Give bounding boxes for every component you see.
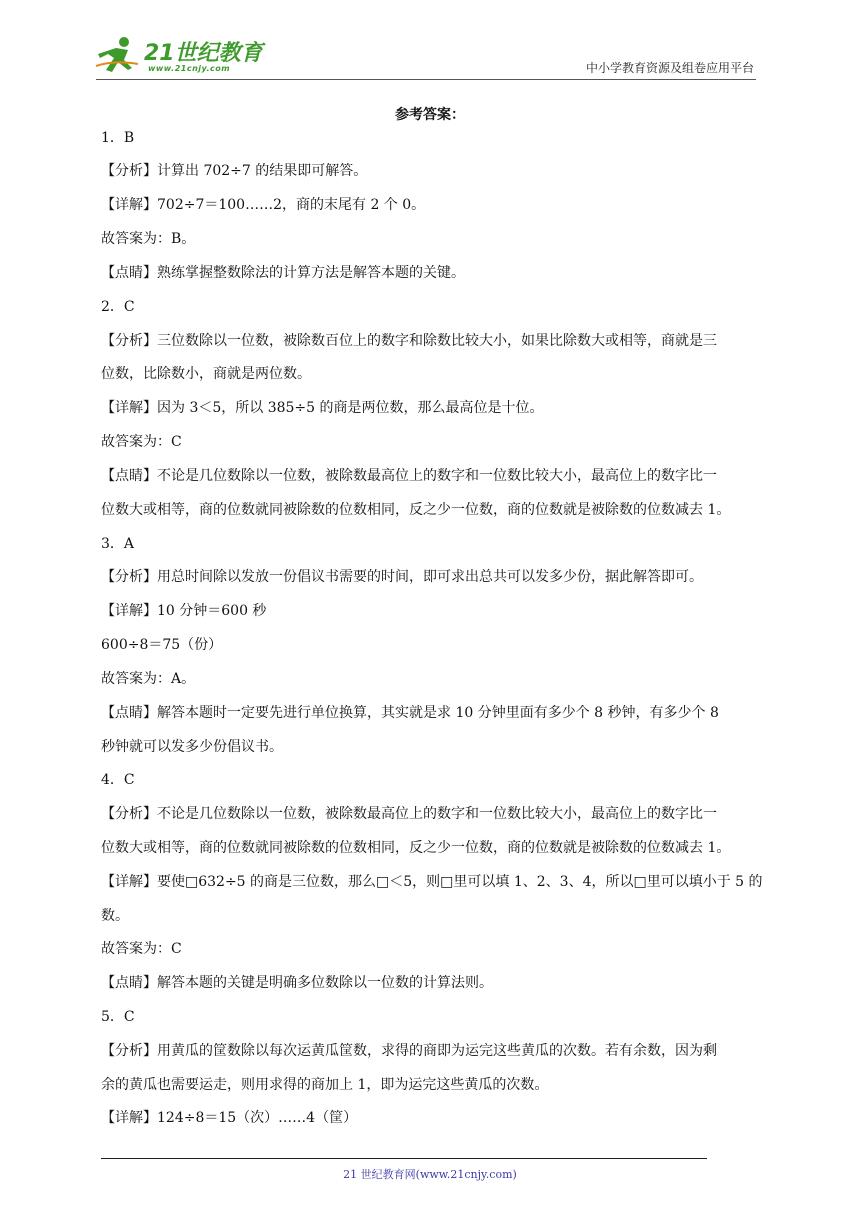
footer-link[interactable]: 21 世纪教育网(www.21cnjy.com) <box>343 1168 517 1181</box>
logo-text: 21世纪教育 <box>144 41 263 66</box>
answer-line: 【分析】三位数除以一位数，被除数百位上的数字和除数比较大小，如果比除数大或相等，商就是三 <box>101 333 717 349</box>
answer-line: 位数，比除数小，商就是两位数。 <box>101 366 311 382</box>
answer-line: 【点睛】不论是几位数除以一位数，被除数最高位上的数字和一位数比较大小，最高位上的数字比一 <box>101 468 717 484</box>
answer-line: 600÷8＝75（份） <box>101 637 223 653</box>
answer-title: 参考答案： <box>395 107 465 123</box>
answer-line: 【分析】用总时间除以发放一份倡议书需要的时间，即可求出总共可以发多少份，据此解答即可。 <box>101 569 703 585</box>
answer-line: 4．C <box>101 772 135 788</box>
answer-line: 数。 <box>101 908 129 924</box>
logo-url-text: www.21cnjy.com <box>148 64 231 73</box>
answer-line: 2．C <box>101 299 135 315</box>
answer-line: 【分析】用黄瓜的筐数除以每次运黄瓜筐数，求得的商即为运完这些黄瓜的次数。若有余数，因为剩 <box>101 1043 717 1059</box>
answer-line: 位数大或相等，商的位数就同被除数的位数相同，反之少一位数，商的位数就是被除数的位数减去 1。 <box>101 840 731 856</box>
answer-line: 位数大或相等，商的位数就同被除数的位数相同，反之少一位数，商的位数就是被除数的位数减去 1。 <box>101 502 731 518</box>
answer-line: 【详解】要使□632÷5 的商是三位数，那么□＜5，则□里可以填 1、2、3、4，所以□里可以填小于 5 的 <box>101 874 763 890</box>
answer-line: 故答案为：C <box>101 941 182 957</box>
answer-line: 【详解】因为 3＜5，所以 385÷5 的商是两位数，那么最高位是十位。 <box>101 400 544 416</box>
answer-line: 秒钟就可以发多少份倡议书。 <box>101 739 283 755</box>
answer-line: 5．C <box>101 1009 135 1025</box>
header-platform-text: 中小学教育资源及组卷应用平台 <box>585 61 754 75</box>
answer-line: 3．A <box>101 536 135 552</box>
answer-line: 故答案为：C <box>101 434 182 450</box>
answer-line: 故答案为：A。 <box>101 671 196 687</box>
answer-line: 【点睛】解答本题的关键是明确多位数除以一位数的计算法则。 <box>101 975 493 991</box>
answer-line: 【详解】10 分钟＝600 秒 <box>101 603 267 619</box>
answer-line: 【点睛】熟练掌握整数除法的计算方法是解答本题的关键。 <box>101 265 465 281</box>
answer-line: 【分析】计算出 702÷7 的结果即可解答。 <box>101 163 368 179</box>
answer-line: 【分析】不论是几位数除以一位数，被除数最高位上的数字和一位数比较大小，最高位上的数字比一 <box>101 806 717 822</box>
header-divider <box>96 79 756 80</box>
answer-line: 【详解】702÷7＝100……2，商的末尾有 2 个 0。 <box>101 197 426 213</box>
answer-line: 余的黄瓜也需要运走，则用求得的商加上 1，即为运完这些黄瓜的次数。 <box>101 1077 549 1093</box>
footer-divider <box>101 1158 707 1159</box>
answer-line: 1．B <box>101 130 135 146</box>
running-figure-icon <box>94 36 142 76</box>
site-logo[interactable] <box>94 36 264 80</box>
answer-line: 故答案为：B。 <box>101 231 196 247</box>
answer-line: 【点睛】解答本题时一定要先进行单位换算，其实就是求 10 分钟里面有多少个 8 秒钟，有多少个 8 <box>101 705 719 721</box>
answer-line: 【详解】124÷8＝15（次）……4（筐） <box>101 1110 358 1126</box>
